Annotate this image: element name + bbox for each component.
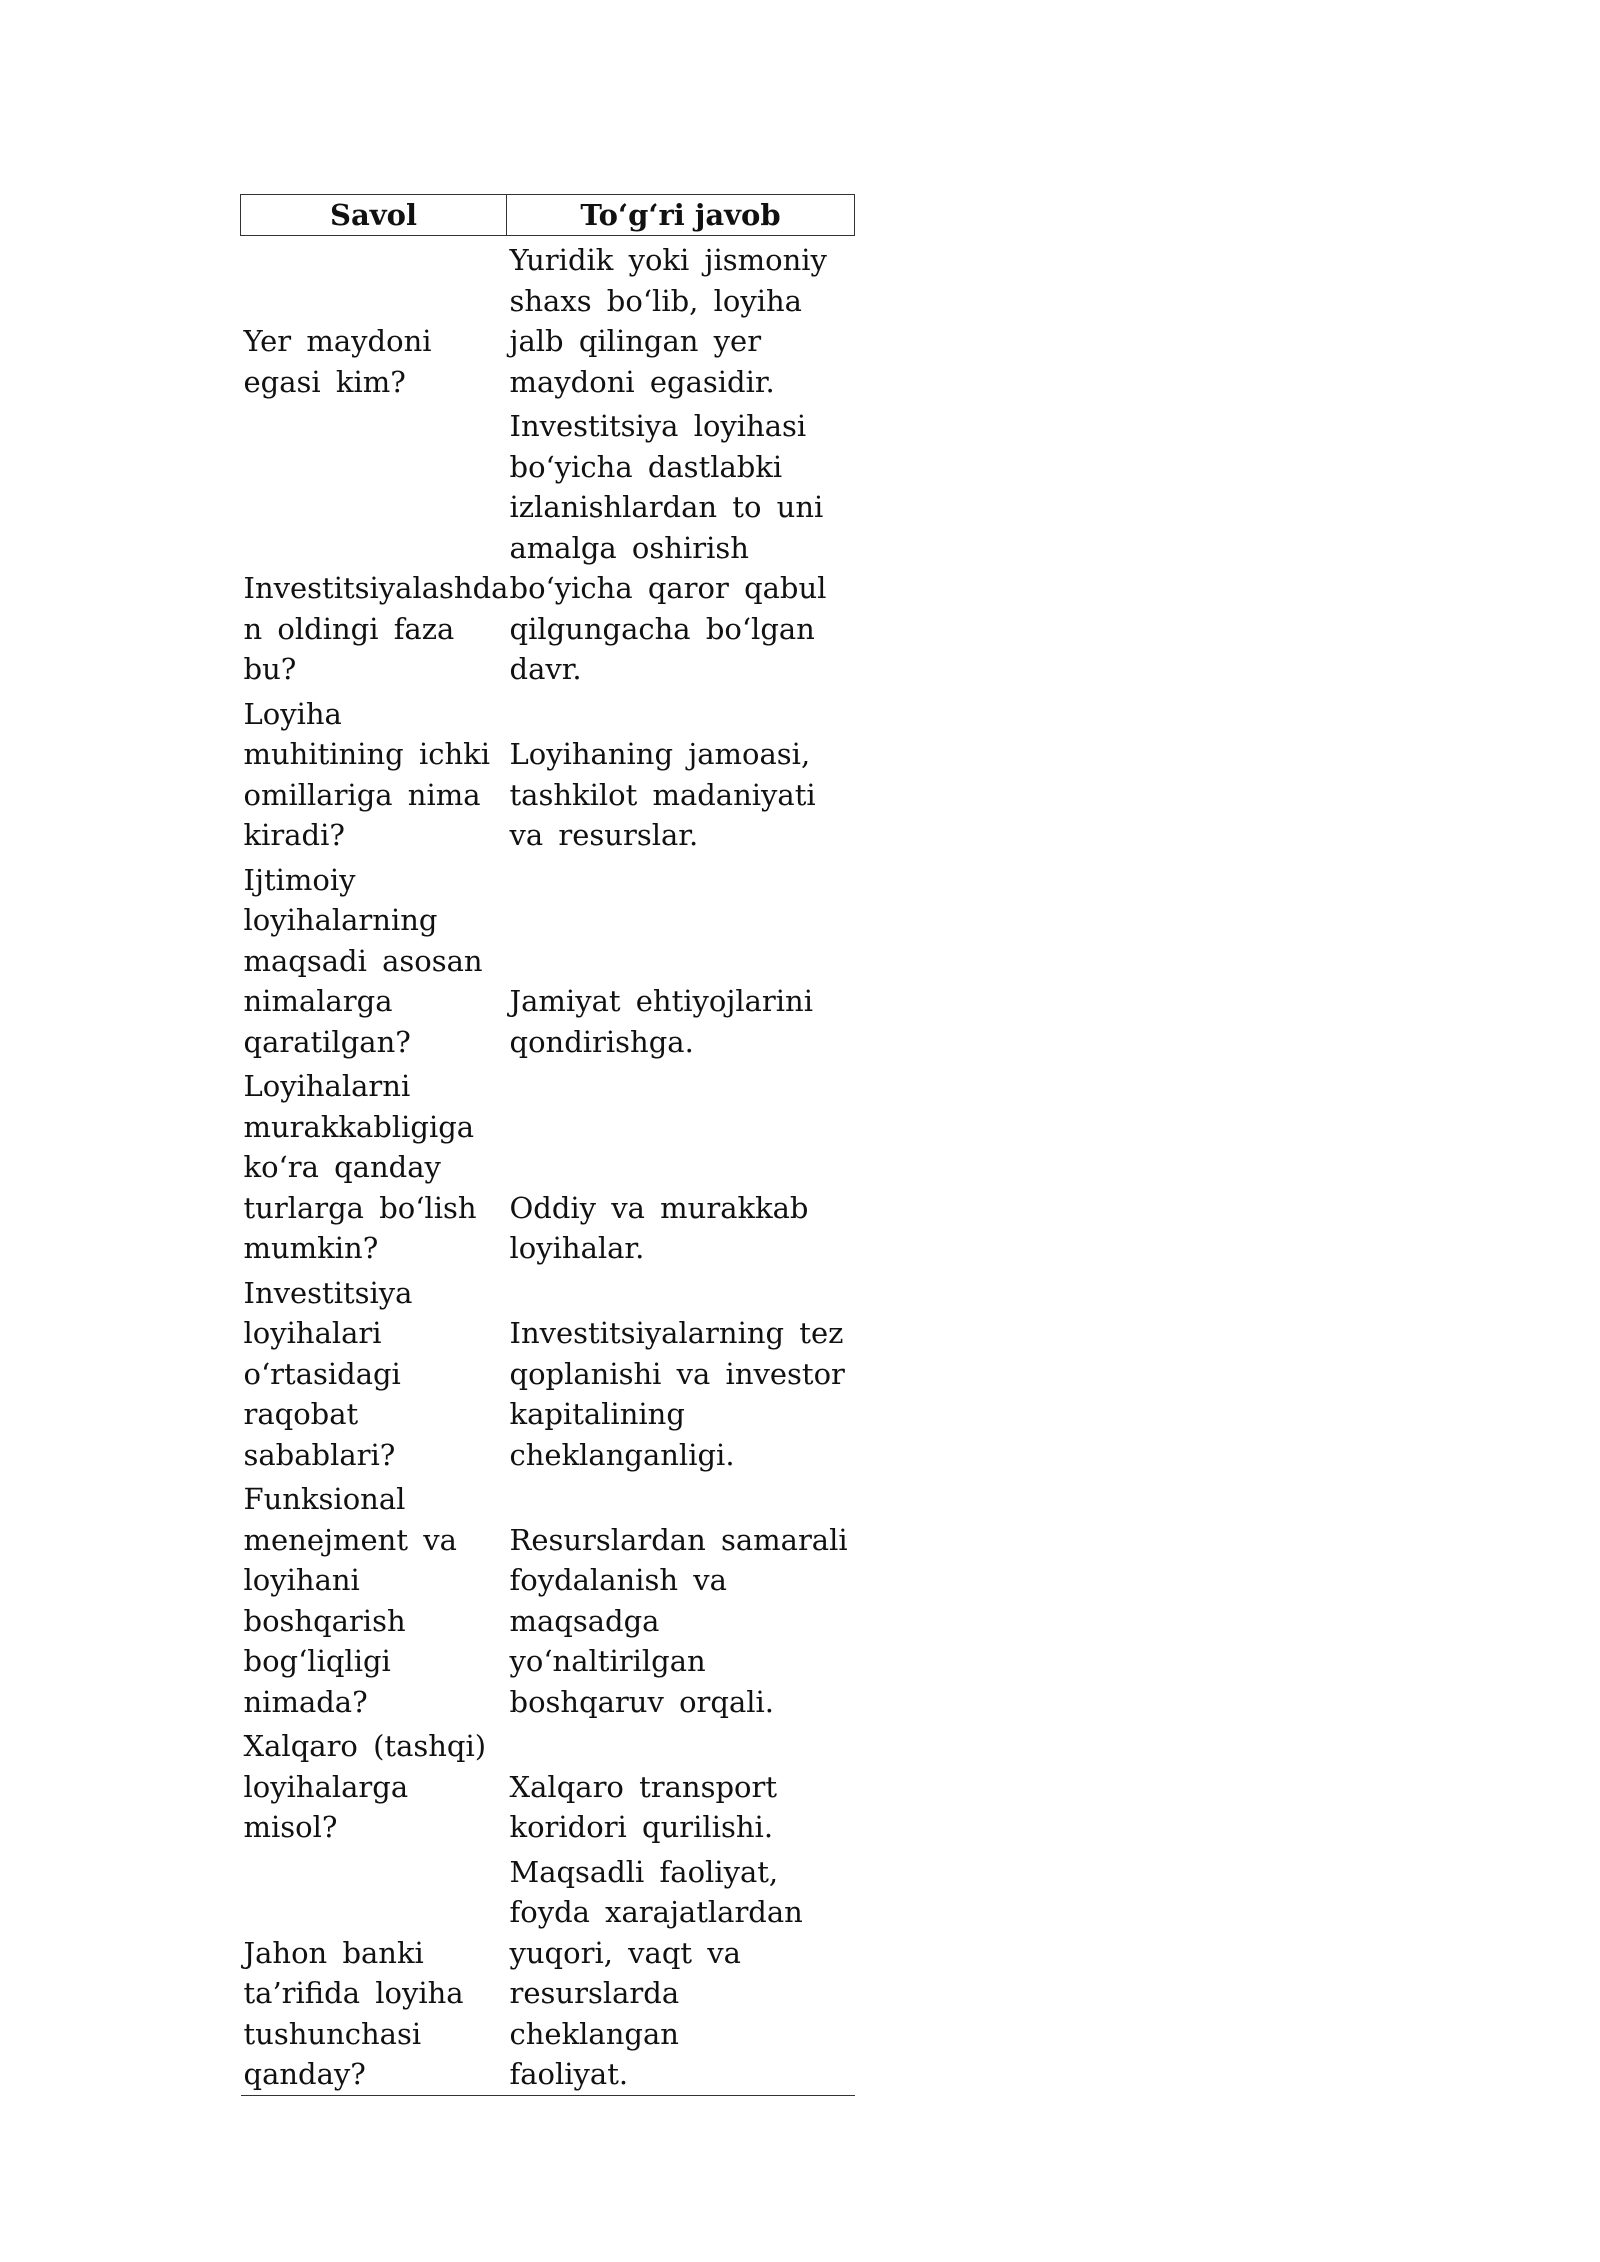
question-line: ko‘ra qanday [243,1150,441,1184]
table-row [241,1062,855,1269]
answer-line: cheklanganligi. [509,1437,735,1472]
question-line: mumkin? [243,1231,379,1265]
question-cell [241,1475,507,1722]
question-line: omillariga nima [243,777,481,812]
question-line: muhitining ichki [243,737,491,771]
question-line: Investitsiya [243,1275,413,1310]
question-line: Investitsiyalashda [243,571,509,605]
answer-line: faoliyat. [509,2057,629,2091]
question-cell [241,690,507,856]
table-row [241,856,855,1063]
answer-line: va resurslar. [509,818,699,852]
question-line: Jahon banki [243,1935,424,1970]
table-row [241,402,855,690]
question-line: sabablari? [243,1437,396,1472]
answer-line: davr. [509,652,582,686]
qa-table [240,194,855,2096]
answer-line: boshqaruv orqali. [509,1684,775,1719]
answer-line: bo‘yicha dastlabki [509,449,783,484]
answer-line: amalga oshirish [509,530,749,565]
table-row [241,690,855,856]
question-cell [241,402,507,690]
answer-cell [507,236,855,403]
question-line: loyihalari [243,1316,382,1350]
answer-line: Investitsiyalarning tez [509,1316,844,1350]
question-line: Loyiha [243,696,342,731]
answer-line: resurslarda cheklangan [509,1976,680,2051]
question-line: loyihalarning [243,903,438,937]
answer-line: koridori qurilishi. [509,1810,774,1844]
question-line: Xalqaro (tashqi) [243,1729,487,1763]
question-cell [241,1269,507,1476]
question-line: loyihalarga [243,1769,409,1804]
answer-cell [507,1475,855,1722]
table-row [241,1848,855,2096]
answer-line: kapitalining [509,1397,685,1431]
answer-line: izlanishlardan to uni [509,490,824,524]
answer-line: qondirishga. [509,1024,694,1059]
table-body [241,236,855,2096]
question-line: misol? [243,1810,338,1844]
question-line: egasi kim? [243,364,406,399]
answer-line: Yuridik yoki jismoniy [509,243,827,277]
question-line: qaratilgan? [243,1024,411,1059]
answer-line: tashkilot madaniyati [509,777,816,812]
question-line: boshqarish [243,1603,406,1638]
question-line: o‘rtasidagi [243,1356,401,1391]
table-row [241,1722,855,1848]
answer-line: maydoni egasidir. [509,364,775,399]
answer-line: Maqsadli faoliyat, [509,1854,779,1889]
answer-cell [507,690,855,856]
question-line: qanday? [243,2057,366,2091]
table-row [241,236,855,403]
answer-line: loyihalar. [509,1231,645,1265]
answer-line: foyda xarajatlardan [509,1895,803,1929]
question-line: ta’rifida loyiha [243,1976,464,2010]
answer-line: Jamiyat ehtiyojlarini [509,984,813,1018]
answer-line: shaxs bo‘lib, loyiha [509,283,802,318]
question-line: bog‘liqligi [243,1644,391,1678]
question-line: raqobat [243,1397,359,1431]
question-cell [241,1722,507,1848]
answer-line: qoplanishi va investor [509,1356,845,1391]
table-header-row [241,195,855,236]
question-line: menejment va [243,1522,457,1557]
question-line: murakkabligiga [243,1109,475,1144]
answer-cell [507,856,855,1063]
question-line: Yer maydoni [243,324,432,358]
answer-line: maqsadga [509,1603,660,1638]
table-row [241,1269,855,1476]
answer-line: Resurslardan samarali [509,1522,848,1557]
answer-line: yuqori, vaqt va [509,1935,741,1970]
question-line: loyihani [243,1563,360,1597]
question-line: turlarga bo‘lish [243,1190,477,1225]
question-line: maqsadi asosan [243,943,483,978]
answer-line: Investitsiya loyihasi [509,409,807,443]
answer-line: bo‘yicha qaror qabul [509,571,827,605]
answer-cell [507,1062,855,1269]
question-line: nimada? [243,1684,368,1719]
answer-cell [507,402,855,690]
answer-line: Xalqaro transport [509,1769,778,1804]
question-cell [241,1848,507,2096]
answer-line: Loyihaning jamoasi, [509,737,811,771]
answer-line: qilgungacha bo‘lgan [509,611,815,646]
question-cell [241,1062,507,1269]
header-answer: To‘g‘ri javob [507,195,855,236]
answer-line: yo‘naltirilgan [509,1644,706,1678]
question-line: kiradi? [243,818,345,852]
answer-cell [507,1722,855,1848]
table-row [241,1475,855,1722]
question-cell [241,236,507,403]
question-cell [241,856,507,1063]
question-line: Ijtimoiy [243,862,356,897]
answer-line: jalb qilingan yer [509,324,762,358]
answer-cell [507,1269,855,1476]
question-line: Loyihalarni [243,1069,411,1103]
header-question: Savol [241,195,507,236]
answer-cell [507,1848,855,2096]
answer-line: Oddiy va murakkab [509,1190,809,1225]
question-line: Funksional [243,1482,406,1516]
answer-line: foydalanish va [509,1563,727,1597]
question-line: n oldingi faza [243,611,455,646]
question-line: tushunchasi [243,2016,422,2051]
question-line: bu? [243,652,297,686]
question-line: nimalarga [243,984,393,1018]
